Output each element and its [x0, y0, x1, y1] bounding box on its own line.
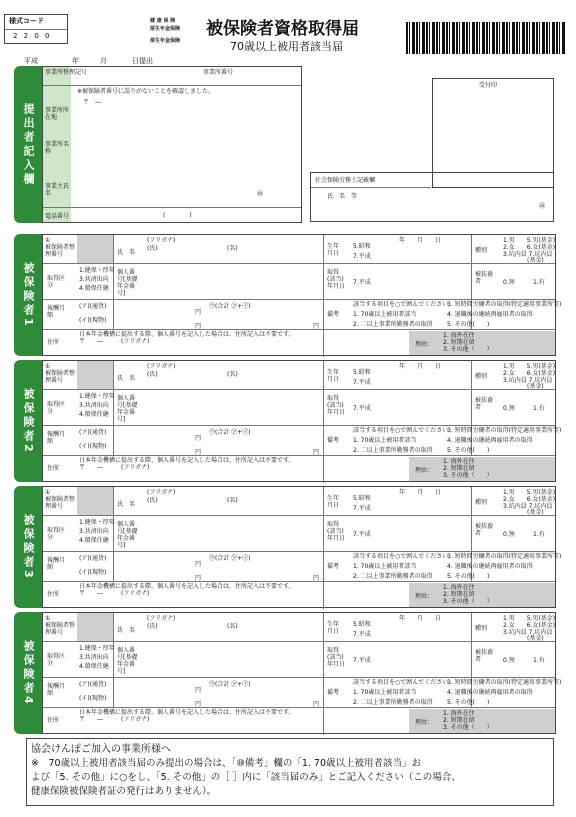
p1-dependent: 被扶養者	[475, 271, 494, 285]
p3-acq-date: 取得(該当)年月日	[327, 521, 346, 542]
p4-acq3: 4.船保任継	[79, 663, 109, 670]
p4-gender: 種別	[475, 625, 488, 632]
p1-personal: 個人番号[基礎年金番号]	[117, 269, 138, 297]
date-era: 平成	[24, 57, 38, 65]
footer-line-4: 健康保険被保険者証の発行はありません）。	[31, 786, 217, 797]
p1-acq: 取得区分	[47, 275, 66, 289]
date-day: 日提出	[132, 57, 153, 65]
p2-r2: 2. 短期在留	[443, 465, 475, 472]
p3-acq-era: 7.平成	[353, 531, 371, 538]
p2-insured-no: 被保険者整理番号	[45, 370, 76, 384]
person1-block	[42, 234, 562, 356]
p3-yen3: 円	[313, 575, 320, 582]
person1-label: 被保険者1	[22, 261, 35, 329]
p2-reason: 理由：	[415, 467, 434, 474]
p4-reason: 理由：	[415, 719, 434, 726]
person3-side	[14, 486, 42, 608]
p1-r2: 2. 短期在留	[443, 339, 475, 346]
p2-dep0: 0.無	[503, 405, 515, 412]
p3-ymd: 年 月 日	[399, 489, 442, 496]
p1-r1: 1. 海外在住	[443, 332, 475, 339]
p3-acq2: 3.共済出向	[79, 528, 109, 535]
p4-acq-era: 7.平成	[353, 657, 371, 664]
p2-g4: (基金)	[527, 383, 544, 390]
p1-postal: 〒 ― (フリガナ)	[79, 338, 150, 345]
p1-yen2: 円	[195, 323, 202, 330]
org-label-2: 厚生年金保険	[150, 26, 181, 32]
p4-yen1: 円	[195, 687, 202, 694]
p3-r3: 3. その他（ ）	[443, 598, 493, 605]
p3-gender: 種別	[475, 499, 488, 506]
p2-yen3: 円	[313, 449, 320, 456]
form-code-box	[4, 14, 68, 44]
p3-acq: 取得区分	[47, 527, 66, 541]
p4-insured-no: 被保険者整理番号	[45, 622, 76, 636]
p4-acq-date: 取得(該当)年月日	[327, 647, 346, 668]
p3-rem1: 1. 70歳以上被用者該当	[353, 563, 417, 570]
p4-acq: 取得区分	[47, 653, 66, 667]
p4-era2: 7.平成	[353, 631, 371, 638]
p1-total: ㋒(合計 ㋐+㋑)	[209, 303, 251, 310]
p2-acq: 取得区分	[47, 401, 66, 415]
p3-remarks: 備考	[327, 563, 340, 570]
p2-mei: (名)	[227, 371, 238, 378]
p4-sei: (氏)	[147, 623, 158, 630]
owner-name-label: 事業主氏 名	[45, 183, 76, 197]
person4-block	[42, 612, 562, 734]
p4-r2: 2. 短期在留	[443, 717, 475, 724]
p4-rem4: 4. 退職後の継続再雇用者の取得	[447, 689, 533, 696]
p1-kind: (イ)(現物)	[79, 317, 107, 324]
p2-c1: ①	[45, 363, 51, 370]
p1-acq3: 4.船保任継	[79, 285, 109, 292]
p4-acq1: 1.健保・厚年	[79, 645, 115, 652]
p2-name: 氏 名	[117, 375, 136, 382]
p1-rem4: 4. 退職後の継続再雇用者の取得	[447, 311, 533, 318]
submitter-side-label	[14, 66, 42, 223]
p3-r2: 2. 短期在留	[443, 591, 475, 598]
p2-g2: 2.女 6.女(基金)	[503, 370, 556, 377]
footer-line-2: ※ 70歳以上被用者該当届のみ提出の場合は、「⑩備考」欄の「1. 70歳以上被用者該当」お	[31, 758, 421, 769]
p2-rem4: 4. 退職後の継続再雇用者の取得	[447, 437, 533, 444]
date-year: 年	[72, 57, 79, 65]
p3-acq3: 4.船保任継	[79, 537, 109, 544]
p1-c1: ①	[45, 237, 51, 244]
p2-r1: 1. 海外在住	[443, 458, 475, 465]
p4-rem-note: 該当する項目を○で囲んでください。	[353, 679, 455, 686]
p4-address: 住所	[47, 717, 60, 724]
office-code-label: 事業所整理記号	[45, 69, 88, 76]
p3-personal: 個人番号[基礎年金番号]	[117, 521, 138, 549]
p3-postal: 〒 ― (フリガナ)	[79, 590, 150, 597]
p1-yen3: 円	[313, 323, 320, 330]
p4-addr-note: 日本年金機構に提出する際、個人番号を記入した場合は、住所記入は不要です。	[79, 709, 295, 716]
p2-rem2: 2. 二以上事業所勤務者の取得	[353, 447, 433, 454]
p1-yen1: 円	[195, 309, 202, 316]
p1-gender: 種別	[475, 247, 488, 254]
p4-rem1: 1. 70歳以上被用者該当	[353, 689, 417, 696]
p1-dep0: 0.無	[503, 279, 515, 286]
p3-reason: 理由：	[415, 593, 434, 600]
p2-remarks: 備考	[327, 437, 340, 444]
p4-birth: 生年月日	[327, 621, 340, 635]
owner-seal: ㊞	[257, 191, 264, 198]
p2-ymd: 年 月 日	[399, 363, 442, 370]
p1-acq1: 1.健保・厚年	[79, 267, 115, 274]
p1-acq-era: 7.平成	[353, 279, 371, 286]
p3-dep1: 1.有	[533, 531, 545, 538]
p4-ymd: 年 月 日	[399, 615, 442, 622]
p1-reason: 理由：	[415, 341, 434, 348]
p3-yen1: 円	[195, 561, 202, 568]
p4-g2: 2.女 6.女(基金)	[503, 622, 556, 629]
p2-acq2: 3.共済出向	[79, 402, 109, 409]
sr-box	[310, 172, 554, 222]
p3-rem4: 4. 退職後の継続再雇用者の取得	[447, 563, 533, 570]
person4-side	[14, 612, 42, 734]
p4-furigana: (フリガナ)	[147, 615, 176, 622]
p2-acq-era: 7.平成	[353, 405, 371, 412]
p4-cash: (ア)(通貨)	[79, 681, 107, 688]
p2-g3: 3.坑内員 7.坑内員	[503, 377, 553, 384]
p1-address: 住所	[47, 339, 60, 346]
person3-label: 被保険者3	[22, 513, 35, 581]
p2-r3: 3. その他（ ）	[443, 472, 493, 479]
p2-era2: 7.平成	[353, 379, 371, 386]
p2-personal: 個人番号[基礎年金番号]	[117, 395, 138, 423]
office-name-label: 事業所名 称	[45, 141, 76, 155]
p3-addr-note: 日本年金機構に提出する際、個人番号を記入した場合は、住所記入は不要です。	[79, 583, 295, 590]
p3-kind: (イ)(現物)	[79, 569, 107, 576]
p4-kind: (イ)(現物)	[79, 695, 107, 702]
p4-g4: (基金)	[527, 635, 544, 642]
p2-dependent: 被扶養者	[475, 397, 494, 411]
p2-rem3: 3. 短時間労働者の取得(特定適用事業所等)	[447, 427, 562, 434]
p4-yen3: 円	[313, 701, 320, 708]
p1-sei: (氏)	[147, 245, 158, 252]
p3-total: ㋒(合計 ㋐+㋑)	[209, 555, 251, 562]
p4-rem5: 5. その他( )	[447, 699, 490, 706]
p2-addr-note: 日本年金機構に提出する際、個人番号を記入した場合は、住所記入は不要です。	[79, 457, 295, 464]
p4-dep1: 1.有	[533, 657, 545, 664]
sr-seal: ㊞	[539, 203, 546, 210]
p4-personal: 個人番号[基礎年金番号]	[117, 647, 138, 675]
office-no-label: 事業所番号	[203, 69, 234, 76]
p2-acq-date: 取得(該当)年月日	[327, 395, 346, 416]
p3-mei: (名)	[227, 497, 238, 504]
org-label-1: 健 康 保 険	[150, 18, 176, 24]
p1-era2: 7.平成	[353, 253, 371, 260]
p2-total: ㋒(合計 ㋐+㋑)	[209, 429, 251, 436]
p3-name: 氏 名	[117, 501, 136, 508]
p3-rem5: 5. その他( )	[447, 573, 490, 580]
p1-cash: (ア)(通貨)	[79, 303, 107, 310]
person4-label: 被保険者4	[22, 639, 35, 707]
p2-kind: (イ)(現物)	[79, 443, 107, 450]
p3-era2: 7.平成	[353, 505, 371, 512]
p2-cash: (ア)(通貨)	[79, 429, 107, 436]
p3-r1: 1. 海外在住	[443, 584, 475, 591]
p3-g1: 1.男 5.男(基金)	[503, 489, 556, 496]
p1-g4: (基金)	[527, 257, 544, 264]
barcode	[406, 22, 566, 54]
p3-rem2: 2. 二以上事業所勤務者の取得	[353, 573, 433, 580]
p4-g1: 1.男 5.男(基金)	[503, 615, 556, 622]
p3-rem3: 3. 短時間労働者の取得(特定適用事業所等)	[447, 553, 562, 560]
p1-r3: 3. その他（ ）	[443, 346, 493, 353]
p4-g3: 3.坑内員 7.坑内員	[503, 629, 553, 636]
form-title: 被保険者資格取得届	[206, 19, 359, 39]
submitter-box	[42, 66, 302, 223]
p4-postal: 〒 ― (フリガナ)	[79, 716, 150, 723]
p1-rem2: 2. 二以上事業所勤務者の取得	[353, 321, 433, 328]
p1-era1: 5.昭和	[353, 243, 371, 250]
p2-rem1: 1. 70歳以上被用者該当	[353, 437, 417, 444]
person2-side	[14, 360, 42, 482]
p3-g4: (基金)	[527, 509, 544, 516]
person2-block	[42, 360, 562, 482]
p1-acq2: 3.共済出向	[79, 276, 109, 283]
p1-g2: 2.女 6.女(基金)	[503, 244, 556, 251]
p4-name: 氏 名	[117, 627, 136, 634]
p2-gender: 種別	[475, 373, 488, 380]
person2-label: 被保険者2	[22, 387, 35, 455]
org-label-3: 厚生年金保険	[150, 38, 181, 44]
p1-dep1: 1.有	[533, 279, 545, 286]
p4-acq2: 3.共済出向	[79, 654, 109, 661]
p1-name: 氏 名	[117, 249, 136, 256]
p2-g1: 1.男 5.男(基金)	[503, 363, 556, 370]
p2-rem5: 5. その他( )	[447, 447, 490, 454]
person3-block	[42, 486, 562, 608]
p4-c1: ①	[45, 615, 51, 622]
p1-ymd: 年 月 日	[399, 237, 442, 244]
p1-g3: 3.坑内員 7.坑内員	[503, 251, 553, 258]
p4-r1: 1. 海外在住	[443, 710, 475, 717]
p1-g1: 1.男 5.男(基金)	[503, 237, 556, 244]
form-code-label: 様式コード	[9, 17, 44, 25]
p2-era1: 5.昭和	[353, 369, 371, 376]
p4-rem3: 3. 短時間労働者の取得(特定適用事業所等)	[447, 679, 562, 686]
p3-sei: (氏)	[147, 497, 158, 504]
p1-pay: 報酬月額	[47, 305, 66, 319]
p3-address: 住所	[47, 591, 60, 598]
form-subtitle: 70歳以上被用者該当届	[230, 40, 343, 53]
p2-rem-note: 該当する項目を○で囲んでください。	[353, 427, 455, 434]
p1-mei: (名)	[227, 245, 238, 252]
p1-rem3: 3. 短時間労働者の取得(特定適用事業所等)	[447, 301, 562, 308]
sr-label: 社会保険労務士記載欄	[315, 177, 376, 184]
confirm-note: ※被保険者番号に誤りがないことを確認しました。	[77, 88, 215, 95]
date-month: 月	[100, 57, 107, 65]
p4-dep0: 0.無	[503, 657, 515, 664]
p2-furigana: (フリガナ)	[147, 363, 176, 370]
p3-dep0: 0.無	[503, 531, 515, 538]
p1-remarks: 備考	[327, 311, 340, 318]
p2-sei: (氏)	[147, 371, 158, 378]
footer-note	[26, 738, 554, 806]
p4-yen2: 円	[195, 701, 202, 708]
p3-g2: 2.女 6.女(基金)	[503, 496, 556, 503]
p3-era1: 5.昭和	[353, 495, 371, 502]
p4-total: ㋒(合計 ㋐+㋑)	[209, 681, 251, 688]
p2-acq3: 4.船保任継	[79, 411, 109, 418]
p4-mei: (名)	[227, 623, 238, 630]
p1-rem-note: 該当する項目を○で囲んでください。	[353, 301, 455, 308]
p1-insured-no: 被保険者整理番号	[45, 244, 76, 258]
p4-pay: 報酬月額	[47, 683, 66, 697]
p2-yen1: 円	[195, 435, 202, 442]
p1-addr-note: 日本年金機構に提出する際、個人番号を記入した場合は、住所記入は不要です。	[79, 331, 295, 338]
p1-rem1: 1. 70歳以上被用者該当	[353, 311, 417, 318]
p3-yen2: 円	[195, 575, 202, 582]
p3-c1: ①	[45, 489, 51, 496]
p4-era1: 5.昭和	[353, 621, 371, 628]
p2-postal: 〒 ― (フリガナ)	[79, 464, 150, 471]
p3-cash: (ア)(通貨)	[79, 555, 107, 562]
p2-yen2: 円	[195, 449, 202, 456]
p1-rem5: 5. その他( )	[447, 321, 490, 328]
p2-dep1: 1.有	[533, 405, 545, 412]
p3-birth: 生年月日	[327, 495, 340, 509]
p2-pay: 報酬月額	[47, 431, 66, 445]
p4-rem2: 2. 二以上事業所勤務者の取得	[353, 699, 433, 706]
p2-acq1: 1.健保・厚年	[79, 393, 115, 400]
p3-g3: 3.坑内員 7.坑内員	[503, 503, 553, 510]
p4-r3: 3. その他（ ）	[443, 724, 493, 731]
p4-remarks: 備考	[327, 689, 340, 696]
person1-side	[14, 234, 42, 356]
p3-pay: 報酬月額	[47, 557, 66, 571]
p3-dependent: 被扶養者	[475, 523, 494, 537]
p3-acq1: 1.健保・厚年	[79, 519, 115, 526]
form-code-value: 2 2 0 0	[13, 32, 52, 40]
p4-dependent: 被扶養者	[475, 649, 494, 663]
footer-line-3: よび「5. その他」に○をし、「5. その他」の［ ］内に「該当届のみ」とご記入ください（この場合、	[31, 772, 461, 783]
received-label: 受付印	[479, 82, 498, 89]
submitter-side-text: 提出者記入欄	[22, 102, 35, 187]
office-postal: 〒 ―	[83, 99, 102, 106]
p2-birth: 生年月日	[327, 369, 340, 383]
p1-furigana: (フリガナ)	[147, 237, 176, 244]
p1-acq-date: 取得(該当)年月日	[327, 269, 346, 290]
p1-birth: 生年月日	[327, 243, 340, 257]
sr-name-label: 氏 名 等	[327, 193, 358, 200]
p2-address: 住所	[47, 465, 60, 472]
phone-label: 電話番号	[45, 213, 70, 220]
p3-furigana: (フリガナ)	[147, 489, 176, 496]
office-address-label: 事業所所在地	[45, 107, 70, 121]
p3-rem-note: 該当する項目を○で囲んでください。	[353, 553, 455, 560]
footer-line-1: 協会けんぽご加入の事業所様へ	[31, 744, 171, 755]
phone-paren: ( )	[163, 212, 192, 219]
p3-insured-no: 被保険者整理番号	[45, 496, 76, 510]
